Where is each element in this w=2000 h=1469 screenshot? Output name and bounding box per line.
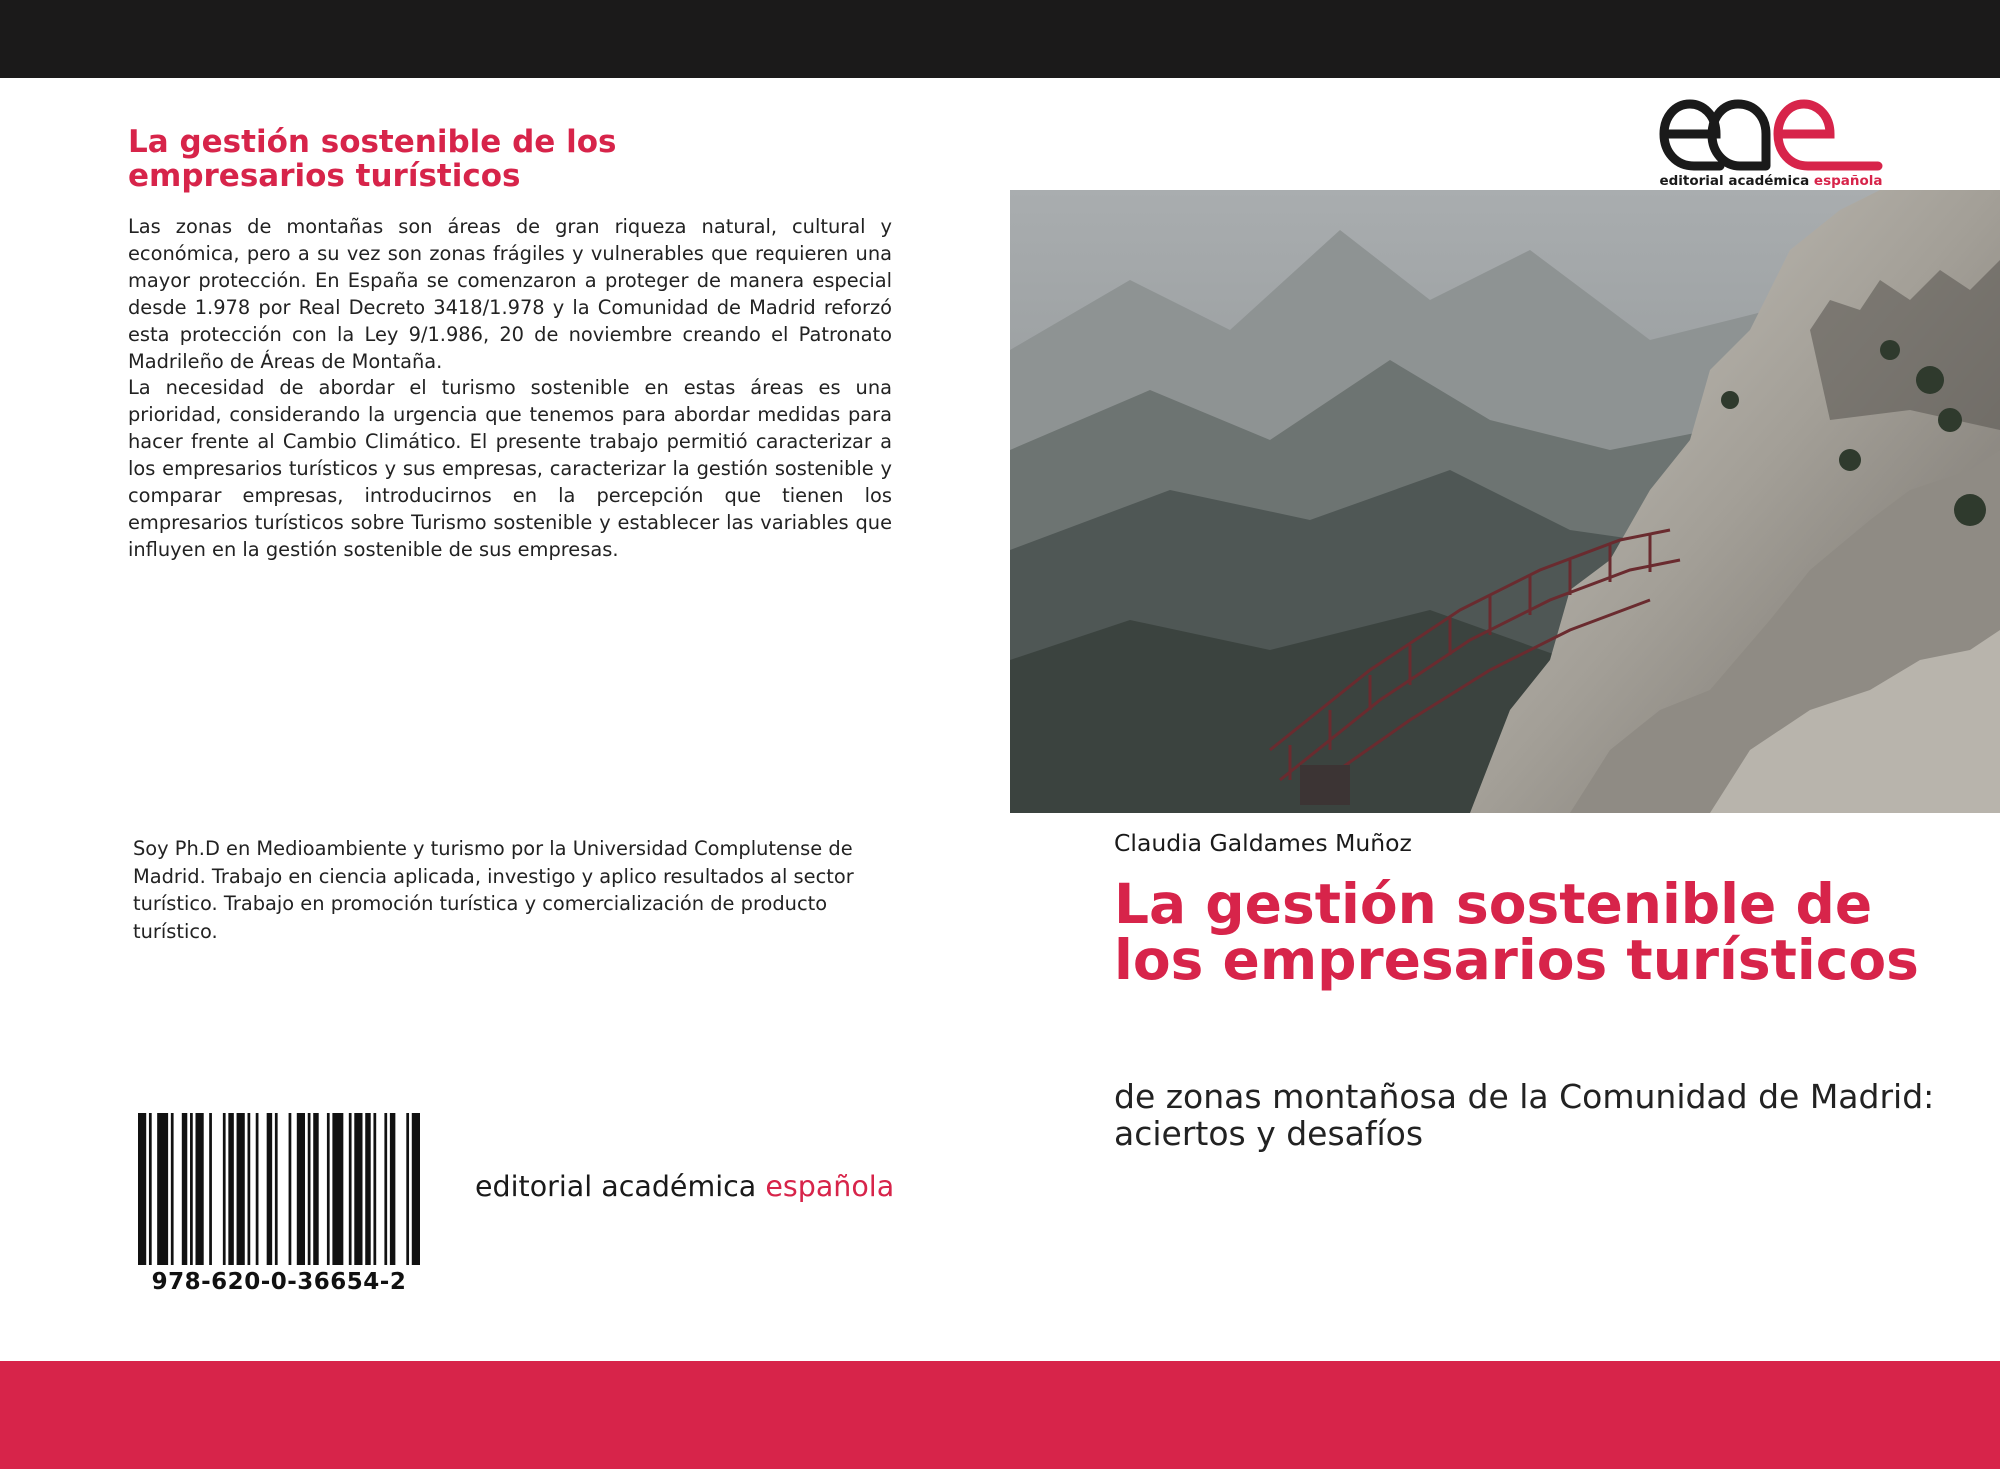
back-cover-description	[128, 214, 892, 564]
description-paragraph-2: La necesidad de abordar el turismo sostenible en estas áreas es una prioridad, considerando la urgencia que tenemos para abordar medidas para hacer frente al Cambio Climático. El presente trabajo permitió caracterizar a los empresarios turísticos y sus empresas, caracterizar la gestión sostenible y comparar empresas, introducirnos en la percepción que tienen los empresarios turísticos sobre Turismo sostenible y establecer las variables que influyen en la gestión sostenible de sus empresas.	[128, 376, 892, 561]
top-band	[0, 0, 2000, 78]
publisher-name-part2: española	[765, 1170, 895, 1203]
isbn-number: 978-620-0-36654-2	[151, 1269, 407, 1295]
bottom-band	[0, 1361, 2000, 1469]
eae-logo-icon	[1658, 96, 1884, 172]
publisher-name-back	[475, 1170, 894, 1203]
front-cover-subtitle: de zonas montañosa de la Comunidad de Madrid: aciertos y desafíos	[1114, 1077, 1935, 1153]
barcode-icon	[138, 1113, 420, 1265]
cover-photo	[1010, 190, 2000, 813]
logo-caption-part1: editorial académica	[1659, 173, 1810, 189]
back-cover-title: La gestión sostenible de los empresarios turísticos	[128, 124, 617, 194]
logo-caption-part2: española	[1813, 173, 1883, 189]
barcode	[138, 1113, 420, 1295]
mountain-photo-icon	[1010, 190, 2000, 813]
author-bio: Soy Ph.D en Medioambiente y turismo por la Universidad Complutense de Madrid. Trabajo en ciencia aplicada, investigo y aplico resultados al sector turístico. Trabajo en promoción turística y comercialización de producto turístico.	[133, 837, 854, 943]
description-paragraph-1: Las zonas de montañas son áreas de gran riqueza natural, cultural y económica, pero a su vez son zonas frágiles y vulnerables que requieren una mayor protección. En España se comenzaron a proteger de manera especial desde 1.978 por Real Decreto 3418/1.978 y la Comunidad de Madrid reforzó esta protección con la Ley 9/1.986, 20 de noviembre creando el Patronato Madrileño de Áreas de Montaña.	[128, 215, 892, 373]
front-cover-author: Claudia Galdames Muñoz	[1114, 829, 1412, 857]
front-cover-title: La gestión sostenible de los empresarios turísticos	[1114, 872, 1919, 992]
publisher-logo	[1658, 96, 1884, 192]
publisher-name-part1: editorial académica	[475, 1170, 757, 1203]
logo-caption	[1658, 173, 1884, 189]
